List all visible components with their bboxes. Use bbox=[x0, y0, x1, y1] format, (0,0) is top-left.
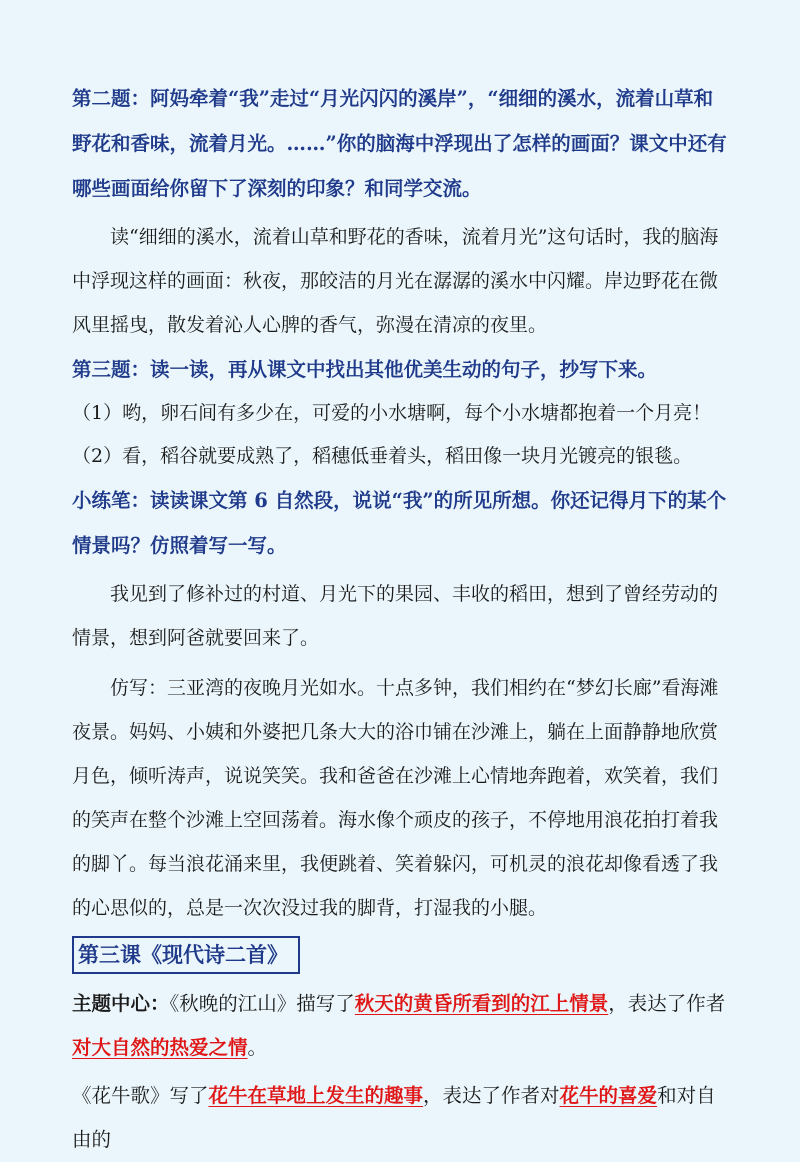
line2-text-2: ，表达了作者对 bbox=[423, 1084, 560, 1107]
practice-answer-1: 我见到了修补过的村道、月光下的果园、丰收的稻田，想到了曾经劳动的情景，想到阿爸就要回来了。 bbox=[72, 583, 719, 649]
theme-highlight-1: 秋天的黄昏所看到的江上情景 bbox=[354, 992, 609, 1015]
line2-text-1: 《花牛歌》写了 bbox=[72, 1084, 209, 1107]
theme-text-3: 。 bbox=[247, 1036, 268, 1059]
lesson-3-theme bbox=[72, 982, 732, 1070]
question-2-answer: 读“细细的溪水，流着山草和野花的香味，流着月光”这句话时，我的脑海中浮现这样的画面：秋夜，那皎洁的月光在潺潺的溪水中闪耀。岸边野花在微风里摇曳，散发着沁人心脾的香气，弥漫在清凉的夜里。 bbox=[72, 226, 719, 336]
theme-label: 主题中心： bbox=[72, 992, 170, 1015]
theme-text-2: ，表达了作者 bbox=[608, 992, 726, 1015]
theme-text-1: 《秋晚的江山》描写了 bbox=[169, 992, 355, 1015]
question-3-heading: 第三题：读一读，再从课文中找出其他优美生动的句子，抄写下来。 bbox=[72, 358, 658, 381]
practice-heading: 小练笔：读读课文第 6 自然段，说说“我”的所见所想。你还记得月下的某个情景吗？仿照着写一写。 bbox=[72, 489, 727, 557]
question-2-heading: 第二题：阿妈牵着“我”走过“月光闪闪的溪岸”，“细细的溪水，流着山草和野花和香味，流着月光。……”你的脑海中浮现出了怎样的画面？课文中还有哪些画面给你留下了深刻的印象？和同学交流。 bbox=[72, 87, 727, 200]
line2-highlight-1: 花牛在草地上发生的趣事 bbox=[208, 1084, 424, 1107]
line2-highlight-2: 花牛的喜爱 bbox=[559, 1084, 658, 1107]
theme-highlight-2: 对大自然的热爱之情 bbox=[72, 1036, 248, 1059]
question-3-item-1: （1）哟，卵石间有多少在，可爱的小水塘啊，每个小水塘都抱着一个月亮！ bbox=[72, 402, 712, 424]
line2-text-3: 和对自由的 bbox=[72, 1084, 716, 1151]
question-3-item-2: （2）看，稻谷就要成熟了，稻穗低垂着头，稻田像一块月光镀亮的银毯。 bbox=[72, 445, 693, 467]
practice-answer-2: 仿写：三亚湾的夜晚月光如水。十点多钟，我们相约在“梦幻长廊”看海滩夜景。妈妈、小姨和外婆把几条大大的浴巾铺在沙滩上，躺在上面静静地欣赏月色，倾听涛声，说说笑笑。我和爸爸在沙滩上心情地奔跑着，欢笑着，我们的笑声在整个沙滩上空回荡着。海水像个顽皮的孩子，不停地用浪花拍打着我的脚丫。每当浪花涌来里，我便跳着、笑着躲闪，可机灵的浪花却像看透了我的心思似的，总是一次次没过我的脚背，打湿我的小腿。 bbox=[72, 677, 719, 919]
lesson-3-title: 第三课《现代诗二首》 bbox=[72, 936, 300, 974]
lesson-3-line-2 bbox=[72, 1074, 732, 1162]
